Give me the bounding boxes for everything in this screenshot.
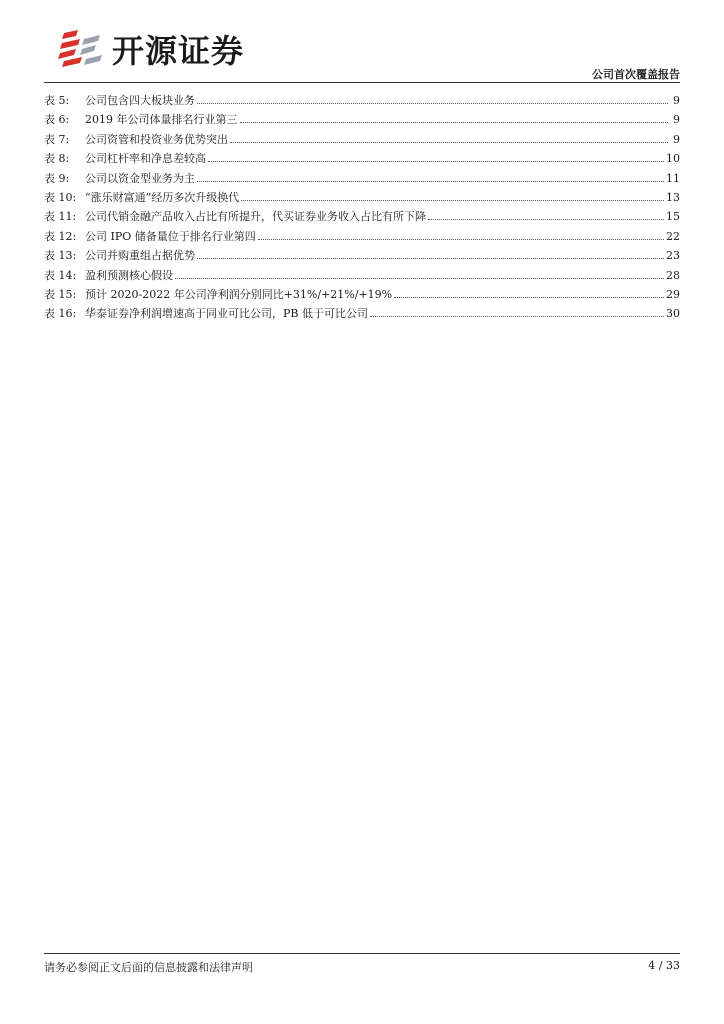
toc-entry-page: 10 xyxy=(666,152,680,166)
table-of-contents xyxy=(44,91,680,324)
toc-dot-leader xyxy=(241,200,664,201)
toc-entry-title: 公司并购重组占据优势 xyxy=(85,249,195,263)
toc-entry-title: “涨乐财富通”经历多次升级换代 xyxy=(85,190,240,204)
toc-dot-leader xyxy=(240,122,669,123)
toc-entry[interactable] xyxy=(44,285,680,304)
toc-dot-leader xyxy=(258,239,664,240)
page-indicator: 4 / 33 xyxy=(648,959,680,972)
toc-entry-page: 9 xyxy=(673,132,680,146)
toc-entry[interactable] xyxy=(44,110,680,129)
toc-entry-title: 公司 IPO 储备量位于排名行业第四 xyxy=(85,229,256,243)
toc-entry-title: 公司以资金型业务为主 xyxy=(85,171,195,185)
kaiyuan-logo-icon xyxy=(58,29,104,69)
page-header xyxy=(0,0,724,90)
toc-entry-title: 华泰证券净利润增速高于同业可比公司，PB 低于可比公司 xyxy=(85,307,368,321)
toc-entry[interactable] xyxy=(44,207,680,226)
toc-entry-page: 23 xyxy=(666,249,680,263)
footer-disclaimer: 请务必参阅正文后面的信息披露和法律声明 xyxy=(44,961,253,974)
toc-entry-number: 表 7: xyxy=(44,132,70,146)
toc-entry-page: 15 xyxy=(666,210,680,224)
toc-entry-page: 30 xyxy=(666,307,680,321)
toc-dot-leader xyxy=(197,103,668,104)
report-type-label: 公司首次覆盖报告 xyxy=(592,68,680,81)
toc-entry-number: 表 8: xyxy=(44,152,70,166)
toc-entry-number: 表 12: xyxy=(44,229,77,243)
toc-entry-number: 表 15: xyxy=(44,287,77,301)
toc-entry[interactable] xyxy=(44,227,680,246)
toc-entry-number: 表 14: xyxy=(44,268,77,282)
toc-entry-number: 表 11: xyxy=(44,210,77,224)
toc-entry-title: 公司资管和投资业务优势突出 xyxy=(85,132,228,146)
header-divider xyxy=(44,82,680,83)
toc-dot-leader xyxy=(175,278,664,279)
toc-entry-title: 盈利预测核心假设 xyxy=(85,268,173,282)
toc-entry-page: 13 xyxy=(666,190,680,204)
toc-dot-leader xyxy=(428,219,664,220)
company-logo xyxy=(58,26,244,72)
toc-entry-number: 表 9: xyxy=(44,171,70,185)
footer-divider xyxy=(44,953,680,954)
toc-entry-page: 9 xyxy=(673,113,680,127)
toc-dot-leader xyxy=(230,142,668,143)
toc-entry-number: 表 16: xyxy=(44,307,77,321)
toc-entry[interactable] xyxy=(44,304,680,323)
toc-entry[interactable] xyxy=(44,91,680,110)
toc-entry-number: 表 10: xyxy=(44,190,77,204)
toc-entry[interactable] xyxy=(44,130,680,149)
toc-dot-leader xyxy=(370,316,664,317)
toc-entry-number: 表 5: xyxy=(44,94,70,107)
toc-entry-title: 预计 2020-2022 年公司净利润分别同比+31%/+21%/+19% xyxy=(85,287,393,301)
toc-dot-leader xyxy=(208,161,664,162)
toc-dot-leader xyxy=(197,181,664,182)
toc-entry-page: 11 xyxy=(666,171,680,185)
toc-entry-title: 公司杠杆率和净息差较高 xyxy=(85,152,206,166)
toc-entry-number: 表 6: xyxy=(44,113,70,127)
toc-entry-page: 9 xyxy=(673,94,680,107)
toc-entry-page: 22 xyxy=(666,229,680,243)
toc-entry-title: 公司代销金融产品收入占比有所提升，代买证券业务收入占比有所下降 xyxy=(85,210,426,224)
toc-entry[interactable] xyxy=(44,246,680,265)
toc-entry-page: 29 xyxy=(666,287,680,301)
toc-entry[interactable] xyxy=(44,266,680,285)
toc-dot-leader xyxy=(394,297,664,298)
logo-text: 开源证券 xyxy=(112,32,245,70)
toc-entry-number: 表 13: xyxy=(44,249,77,263)
toc-entry[interactable] xyxy=(44,169,680,188)
toc-dot-leader xyxy=(197,258,664,259)
toc-entry-title: 公司包含四大板块业务 xyxy=(85,94,195,107)
toc-entry[interactable] xyxy=(44,188,680,207)
toc-entry-page: 28 xyxy=(666,268,680,282)
toc-entry-title: 2019 年公司体量排名行业第三 xyxy=(85,113,238,127)
toc-entry[interactable] xyxy=(44,149,680,168)
